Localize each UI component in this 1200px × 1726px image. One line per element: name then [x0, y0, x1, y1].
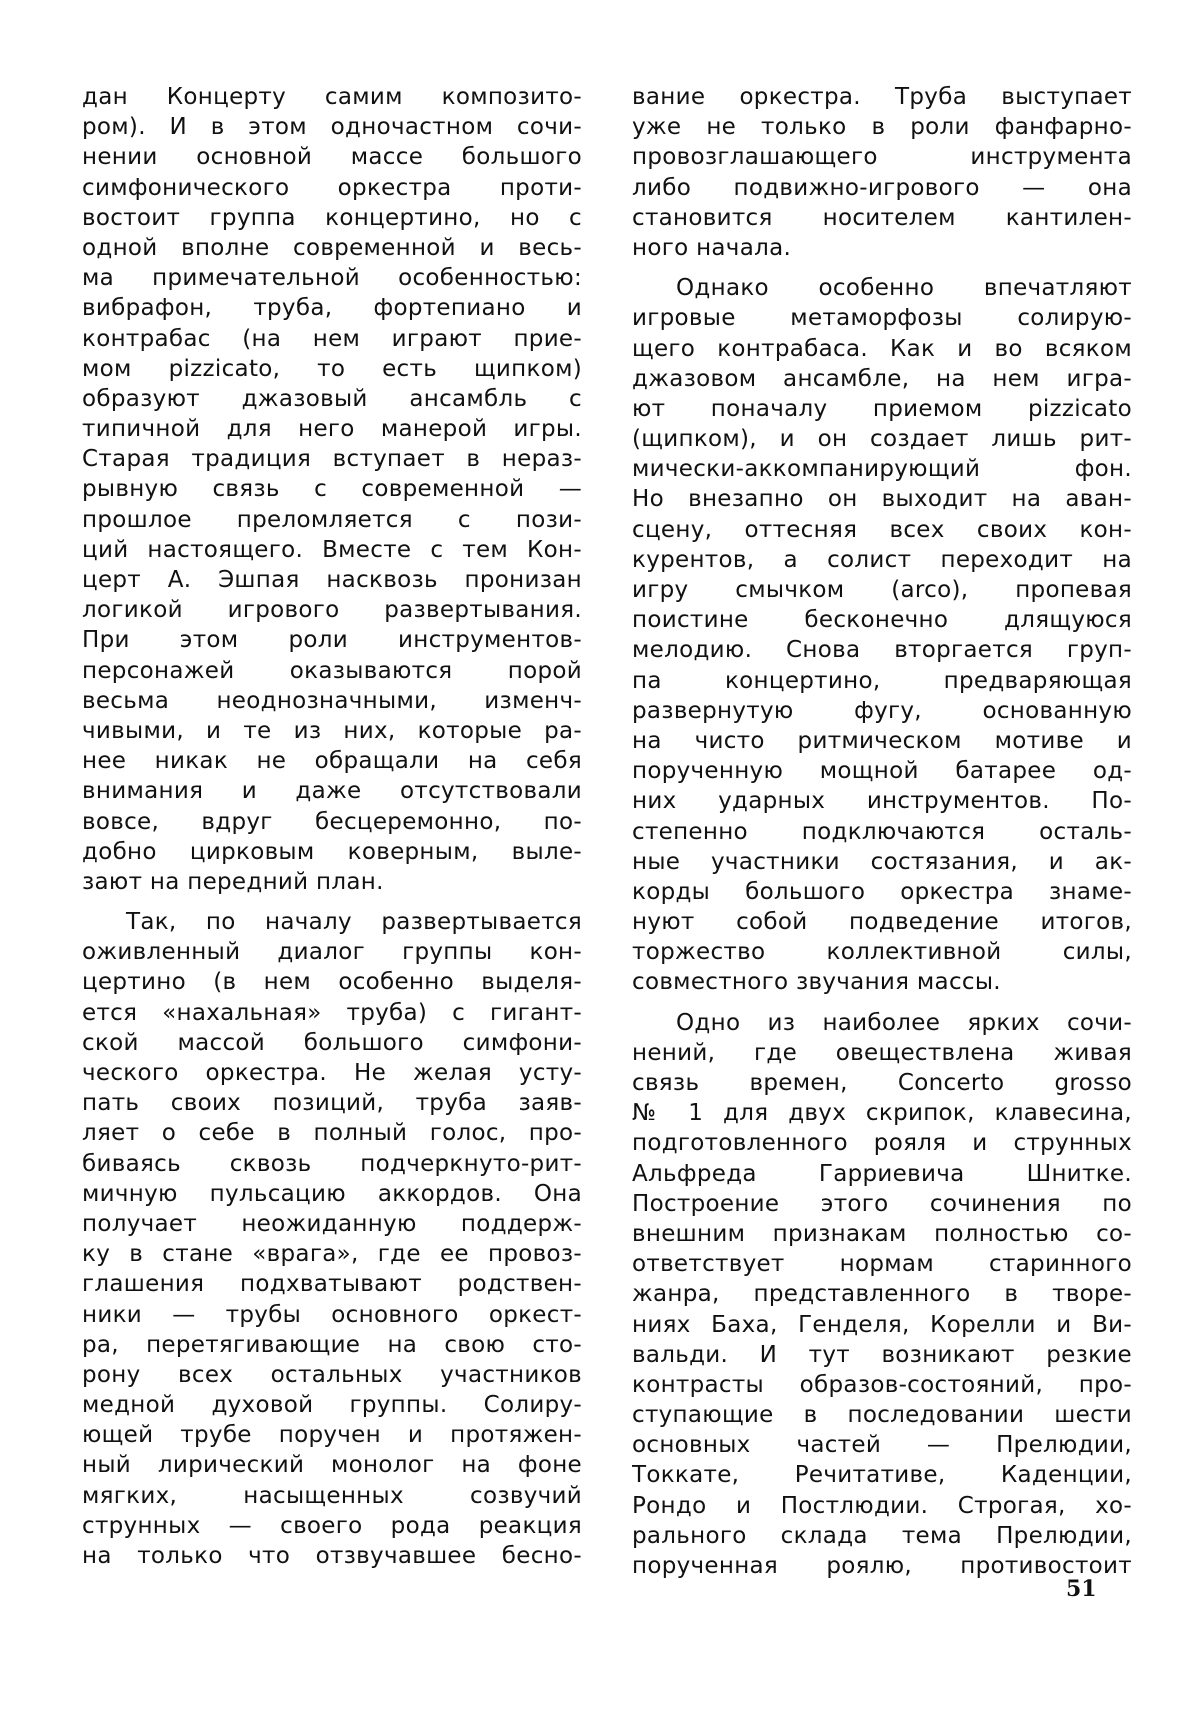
text-line: цертино (в нем особенно выделя-: [82, 969, 582, 996]
text-line: Альфреда Гарриевича Шнитке.: [632, 1160, 1132, 1187]
text-line: порученную мощной батарее од-: [632, 758, 1132, 785]
text-line: внешним признакам полностью со-: [632, 1220, 1132, 1247]
text-line: чивыми, и те из них, которые ра-: [82, 717, 582, 744]
text-line: церт А. Эшпая насквозь пронизан: [82, 567, 582, 593]
text-line: ответствует нормам старинного: [632, 1251, 1132, 1278]
text-line: ный лирический монолог на фоне: [82, 1452, 582, 1479]
text-line: торжество коллективной силы,: [632, 939, 1132, 966]
text-line: ской массой большого симфони-: [82, 1029, 582, 1056]
text-line: жанра, представленного в творе-: [632, 1281, 1132, 1308]
text-line: нее никак не обращали на себя: [82, 748, 582, 775]
text-line: биваясь сквозь подчеркнуто-рит-: [82, 1150, 582, 1177]
text-line: ется «нахальная» труба) с гигант-: [82, 999, 582, 1026]
text-line: ники — трубы основного оркест-: [82, 1301, 582, 1328]
text-line: совместного звучания массы.: [632, 969, 1001, 996]
text-line: пать своих позиций, труба заяв-: [82, 1090, 582, 1117]
text-line: мелодию. Снова вторгается груп-: [632, 637, 1132, 664]
text-line: них ударных инструментов. По-: [632, 788, 1132, 815]
text-line: основных частей — Прелюдии,: [632, 1432, 1132, 1459]
text-line: сцену, оттесняя всех своих кон-: [632, 516, 1132, 543]
text-line: симфонического оркестра проти-: [82, 174, 582, 201]
text-line: па концертино, предваряющая: [632, 667, 1132, 694]
text-line: одной вполне современной и весь-: [82, 234, 582, 261]
text-line: востоит группа концертино, но с: [82, 204, 582, 231]
paragraph-gap: [632, 263, 1132, 273]
text-line: ку в стане «врага», где ее провоз-: [82, 1241, 582, 1268]
text-line: поистине бесконечно длящуюся: [632, 607, 1132, 634]
text-line: ций настоящего. Вместе с тем Кон-: [82, 536, 582, 563]
text-line: Старая традиция вступает в нераз-: [82, 446, 582, 473]
text-line: нений, где овеществлена живая: [632, 1039, 1132, 1066]
text-line: Токкате, Речитативе, Каденции,: [632, 1462, 1132, 1489]
paragraph-gap: [632, 998, 1132, 1008]
text-line: игровые метаморфозы солирую-: [632, 305, 1132, 332]
text-line: зают на передний план.: [82, 868, 384, 895]
text-line: ные участники состязания, и ак-: [632, 848, 1132, 875]
text-line: степенно подключаются осталь-: [632, 818, 1132, 845]
text-line: вибрафон, труба, фортепиано и: [82, 295, 582, 322]
text-line: добно цирковым коверным, выле-: [82, 838, 582, 865]
text-line: № 1 для двух скрипок, клавесина,: [632, 1100, 1132, 1127]
text-line: ром). И в этом одночастном сочи-: [82, 114, 582, 141]
text-line: нении основной массе большого: [82, 144, 582, 171]
text-line: ющей трубе поручен и протяжен-: [82, 1422, 582, 1449]
text-line: мом pizzicato, то есть щипком): [82, 355, 582, 382]
text-line: логикой игрового развертывания.: [82, 597, 582, 624]
text-line: ляет о себе в полный голос, про-: [82, 1120, 582, 1147]
text-line: образуют джазовый ансамбль с: [82, 385, 582, 412]
text-line: ного начала.: [632, 234, 792, 261]
text-line: рону всех остальных участников: [82, 1361, 582, 1388]
text-line: игру смычком (arco), пропевая: [632, 577, 1132, 603]
text-line: ма примечательной особенностью:: [82, 265, 582, 292]
text-line: мягких, насыщенных созвучий: [82, 1482, 582, 1509]
text-line: Одно из наиболее ярких сочи-: [676, 1009, 1132, 1036]
text-line: Так, по началу развертывается: [126, 909, 582, 936]
text-line: струнных — своего рода реакция: [82, 1512, 582, 1539]
text-line: Построение этого сочинения по: [632, 1190, 1132, 1217]
text-line: уже не только в роли фанфарно-: [632, 114, 1132, 141]
text-line: корды большого оркестра знаме-: [632, 878, 1132, 905]
text-line: на только что отзвучавшее бесно-: [82, 1543, 582, 1569]
text-line: контрабас (на нем играют прие-: [82, 325, 582, 352]
text-line: развернутую фугу, основанную: [632, 697, 1132, 724]
text-line: нуют собой подведение итогов,: [632, 909, 1132, 936]
text-line: (щипком), и он создает лишь рит-: [632, 426, 1132, 453]
text-line: ческого оркестра. Не желая усту-: [82, 1060, 582, 1086]
text-line: вовсе, вдруг бесцеремонно, по-: [82, 808, 582, 835]
text-line: получает неожиданную поддерж-: [82, 1210, 582, 1237]
text-line: порученная роялю, противостоит: [632, 1553, 1132, 1579]
text-line: провозглашающего инструмента: [632, 144, 1132, 171]
text-line: рального склада тема Прелюдии,: [632, 1522, 1132, 1549]
text-line: рывную связь с современной —: [82, 476, 582, 503]
text-line: Однако особенно впечатляют: [676, 275, 1132, 302]
text-line: ют поначалу приемом pizzicato: [632, 395, 1132, 422]
text-line: мичную пульсацию аккордов. Она: [82, 1180, 582, 1207]
text-line: Рондо и Постлюдии. Строгая, хо-: [632, 1492, 1132, 1519]
text-line: ступающие в последовании шести: [632, 1402, 1132, 1429]
text-line: типичной для него манерой игры.: [82, 416, 582, 443]
text-line: на чисто ритмическом мотиве и: [632, 727, 1132, 754]
paragraph-gap: [82, 897, 582, 907]
text-line: ниях Баха, Генделя, Корелли и Ви-: [632, 1311, 1132, 1338]
right-column: [632, 82, 1132, 1581]
text-line: персонажей оказываются порой: [82, 657, 582, 684]
text-line: глашения подхватывают родствен-: [82, 1271, 582, 1298]
left-column: [82, 82, 582, 1571]
text-line: дан Концерту самим композито-: [82, 84, 582, 110]
text-line: мически-аккомпанирующий фон.: [632, 456, 1132, 483]
text-line: вание оркестра. Труба выступает: [632, 84, 1132, 110]
text-line: либо подвижно-игрового — она: [632, 174, 1132, 201]
text-line: щего контрабаса. Как и во всяком: [632, 335, 1132, 362]
text-line: Но внезапно он выходит на аван-: [632, 486, 1132, 513]
text-line: становится носителем кантилен-: [632, 204, 1132, 231]
text-line: прошлое преломляется с пози-: [82, 506, 582, 533]
text-line: связь времен, Concerto grosso: [632, 1070, 1132, 1096]
page-number: 51: [1066, 1576, 1097, 1602]
text-line: джазовом ансамбле, на нем игра-: [632, 365, 1132, 392]
text-line: оживленный диалог группы кон-: [82, 939, 582, 966]
text-line: медной духовой группы. Солиру-: [82, 1392, 582, 1419]
text-line: курентов, а солист переходит на: [632, 546, 1132, 573]
text-line: вальди. И тут возникают резкие: [632, 1341, 1132, 1368]
text-line: внимания и даже отсутствовали: [82, 778, 582, 805]
text-line: весьма неоднозначными, изменч-: [82, 687, 582, 714]
text-line: ра, перетягивающие на свою сто-: [82, 1331, 582, 1358]
text-line: При этом роли инструментов-: [82, 627, 582, 654]
text-line: подготовленного рояля и струнных: [632, 1130, 1132, 1157]
text-line: контрасты образов-состояний, про-: [632, 1371, 1132, 1398]
